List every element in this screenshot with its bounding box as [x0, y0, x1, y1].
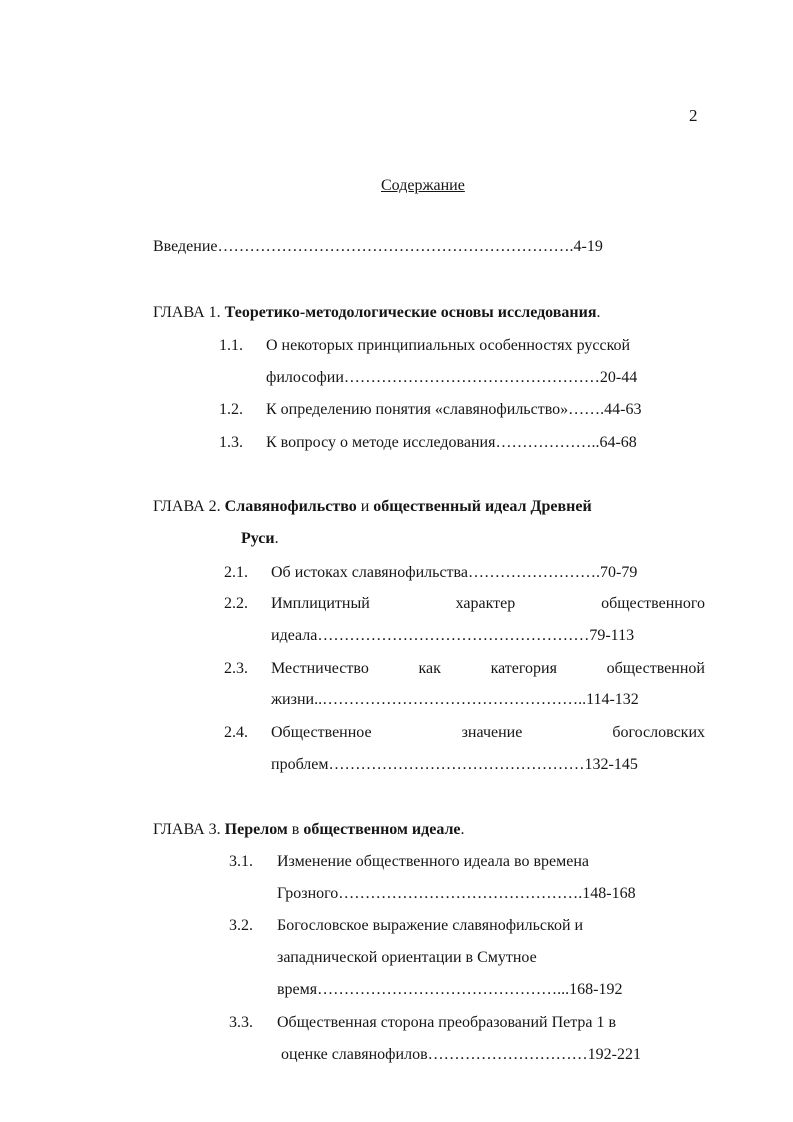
toc-entry-2-3 — [271, 690, 639, 710]
toc-entry-1-2 — [266, 400, 641, 420]
chapter-suffix: . — [460, 821, 465, 838]
section-num: 2.1. — [224, 564, 248, 581]
section-title-line: К определению понятия «славянофильство» — [266, 401, 569, 418]
section-title-line: Об истоках славянофильства — [271, 564, 468, 581]
toc-dots: ………………………………………… — [328, 756, 585, 773]
chapter-title: Теоретико-методологические основы исследования — [224, 304, 597, 321]
section-title-line: Общественная сторона преобразований Петра 1 в — [277, 1014, 617, 1031]
toc-entry-3-2 — [277, 980, 622, 1000]
section-num: 3.2. — [229, 917, 253, 934]
toc-dots: ………………………………………… — [343, 369, 600, 386]
section-title-line — [271, 659, 705, 679]
toc-pages: 192-221 — [587, 1046, 641, 1063]
section-title-line: жизни — [271, 691, 315, 708]
toc-dots: ……………….. — [495, 434, 600, 451]
chapter-conjunction: и — [360, 498, 370, 515]
word: Местничество — [271, 660, 369, 677]
toc-pages: 64-68 — [599, 434, 637, 451]
word: общественного — [601, 595, 705, 612]
section-title-line: К вопросу о методе исследования — [266, 434, 496, 451]
toc-entry-2-1 — [271, 563, 637, 583]
section-title-line: проблем — [271, 756, 329, 773]
word: как — [418, 660, 441, 677]
section-title-line: О некоторых принципиальных особенностях русской — [266, 337, 631, 354]
chapter-title: Перелом — [224, 821, 288, 838]
chapter-title: Славянофильство — [224, 498, 357, 515]
toc-pages: 148-168 — [582, 885, 636, 902]
section-title-line: оценке славянофилов — [281, 1046, 428, 1063]
chapter-suffix: . — [596, 304, 601, 321]
toc-entry-1-3 — [266, 433, 637, 453]
section-title-line — [271, 594, 705, 614]
section-title-line: Изменение общественного идеала во времена — [277, 853, 589, 870]
chapter-2-heading-line2 — [241, 529, 279, 549]
toc-dots: ……. — [568, 401, 605, 418]
toc-pages: 20-44 — [599, 369, 638, 386]
toc-entry-intro — [153, 237, 603, 257]
toc-entry-3-3 — [281, 1045, 641, 1065]
section-title-line — [271, 723, 705, 743]
section-num: 1.3. — [219, 434, 243, 451]
toc-pages: 79-113 — [589, 627, 635, 644]
word: общественной — [606, 660, 705, 677]
toc-pages: 114-132 — [586, 691, 639, 708]
section-title-line: Грозного — [277, 885, 339, 902]
section-num: 3.3. — [229, 1014, 253, 1031]
section-num: 2.2. — [224, 595, 248, 612]
word: характер — [455, 595, 516, 612]
chapter-prefix: ГЛАВА 1. — [153, 304, 221, 321]
toc-dots: ………………………………………... — [317, 981, 570, 998]
toc-pages: 168-192 — [569, 981, 623, 998]
toc-entry-3-1 — [277, 884, 636, 904]
toc-dots: …………………………………………… — [317, 627, 590, 644]
chapter-title: Руси — [241, 530, 275, 547]
section-num: 1.2. — [219, 401, 243, 418]
toc-dots: ……………………. — [467, 564, 600, 581]
toc-entry-2-4 — [271, 755, 638, 775]
page-number: 2 — [689, 106, 698, 125]
chapter-prefix: ГЛАВА 2. — [153, 498, 221, 515]
toc-entry-2-2 — [271, 626, 634, 646]
word: категория — [490, 660, 557, 677]
toc-dots: ………………………… — [427, 1046, 588, 1063]
section-num: 2.3. — [224, 660, 248, 677]
toc-pages: 132-145 — [584, 756, 638, 773]
section-num: 2.4. — [224, 724, 248, 741]
chapter-suffix: . — [274, 530, 279, 547]
toc-dots: ………………………………………. — [338, 885, 583, 902]
word: Общественное — [271, 724, 372, 741]
word: значение — [461, 724, 523, 741]
section-num: 1.1. — [219, 337, 243, 354]
chapter-conjunction: в — [291, 821, 300, 838]
page-title: Содержание — [381, 177, 465, 194]
word: Имплицитный — [271, 595, 370, 612]
toc-entry-1-1 — [266, 368, 637, 388]
section-title-line: философии — [266, 369, 344, 386]
section-title-line: идеала — [271, 627, 318, 644]
chapter-3-heading — [153, 820, 465, 840]
word: богословских — [612, 724, 705, 741]
toc-pages: 70-79 — [599, 564, 638, 581]
chapter-title: общественном идеале — [303, 821, 461, 838]
chapter-1-heading — [153, 303, 601, 323]
chapter-prefix: ГЛАВА 3. — [153, 821, 221, 838]
chapter-title: общественный идеал Древней — [373, 498, 592, 515]
toc-dots: …………………………………………………………. — [217, 238, 574, 255]
toc-pages: 44-63 — [604, 401, 642, 418]
section-title-line: западнической ориентации в Смутное — [277, 949, 537, 966]
section-title-line: время — [277, 981, 318, 998]
chapter-2-heading — [153, 497, 592, 517]
section-title-line: Богословское выражение славянофильской и — [277, 917, 584, 934]
toc-pages: 4-19 — [573, 238, 603, 255]
section-num: 3.1. — [229, 853, 253, 870]
toc-label: Введение — [153, 238, 218, 255]
toc-dots: ..………………………………………….. — [314, 691, 587, 708]
